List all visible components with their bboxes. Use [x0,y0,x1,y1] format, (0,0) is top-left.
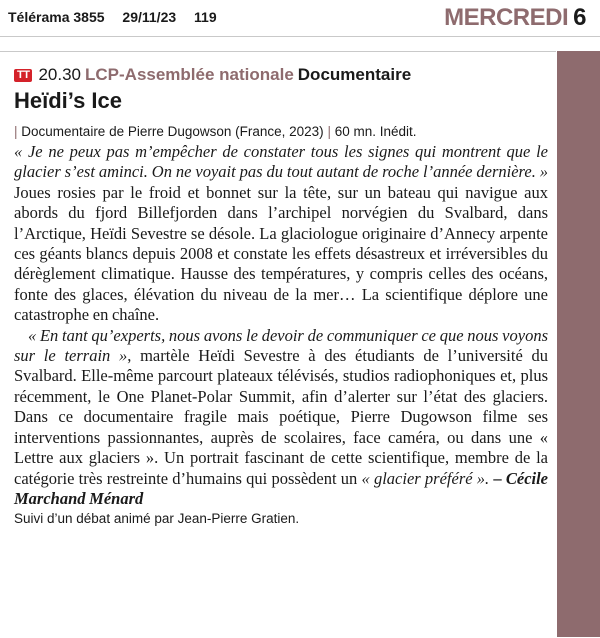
program-duration: 60 mn. Inédit. [334,124,417,139]
program-time: 20.30 [38,65,81,84]
tt-rating-badge: TT [14,69,32,82]
program-credits [14,122,548,142]
credits-separator: | [14,124,18,139]
paragraph-1 [14,142,548,326]
header-day [444,4,586,32]
paragraph-1-text: Joues rosies par le froid et bonnet sur la tête, sur un bateau qui navigue aux abords du fjord Billefjorden dans l’archipel norvégien du Svalbard, dans l’Arctique, Heïdi Sevestre se désole. La glaciologue originaire d’Annecy arpente ces géants blancs depuis 2008 et constate les effets désastreux et irréversibles du dérèglement climatique. Hausse des températures, y compris celles des océans, fonte des glaces, élévation du niveau de la mer… La scientifique déplore une catastrophe en chaîne. [14,182,548,325]
second-quote: « En tant qu’experts, nous avons le devoir de communiquer ce que nous voyons sur le terrain » [14,325,548,366]
program-channel: LCP-Assemblée nationale [85,65,294,84]
page-number: 119 [194,9,217,25]
glacier-quote: « glacier préféré ». [361,468,490,488]
follow-up-note: Suivi d’un débat animé par Jean-Pierre Gratien. [14,511,300,527]
credits-text: Documentaire de Pierre Dugowson (France, 2023) [21,124,324,139]
program-line [14,64,548,86]
article-author: Cécile Marchand Ménard [14,468,549,508]
paragraph-2 [14,326,548,510]
header-issue-info [8,9,231,25]
article-body [14,142,548,509]
program-title: Heïdi’s Ice [14,88,123,113]
issue-date: 29/11/23 [122,9,177,25]
page-header [0,0,600,37]
opening-quote: « Je ne peux pas m’empêcher de constater tous les signes qui montrent que le glacier s’est aminci. On ne voyait pas du tout autant de roche l’année dernière. » [14,142,548,182]
author-dash: – [489,468,506,488]
credits-separator-2: | [327,124,331,139]
magazine-issue: Télérama 3855 [8,9,105,25]
day-number: 6 [573,4,586,31]
program-listing [14,64,548,529]
program-genre: Documentaire [297,65,412,84]
color-sidebar [557,51,600,637]
day-name: MERCREDI [444,4,569,31]
paragraph-2-text: , martèle Heïdi Sevestre à des étudiants de l’université du Svalbard. Elle-même parcourt plateaux télévisés, studios radiophoniques et, plus récemment, le One Planet-Polar Summit, afin d’alerter sur l’état des glaciers. Dans ce documentaire fragile mais poétique, Pierre Dugowson filme ses interventions passionnantes, auprès de scolaires, face caméra, ou dans une « Lettre aux glaciers ». Un portrait fascinant de cette scientifique, membre de la catégorie très restreinte d’humains qui possèdent un [14,346,548,488]
